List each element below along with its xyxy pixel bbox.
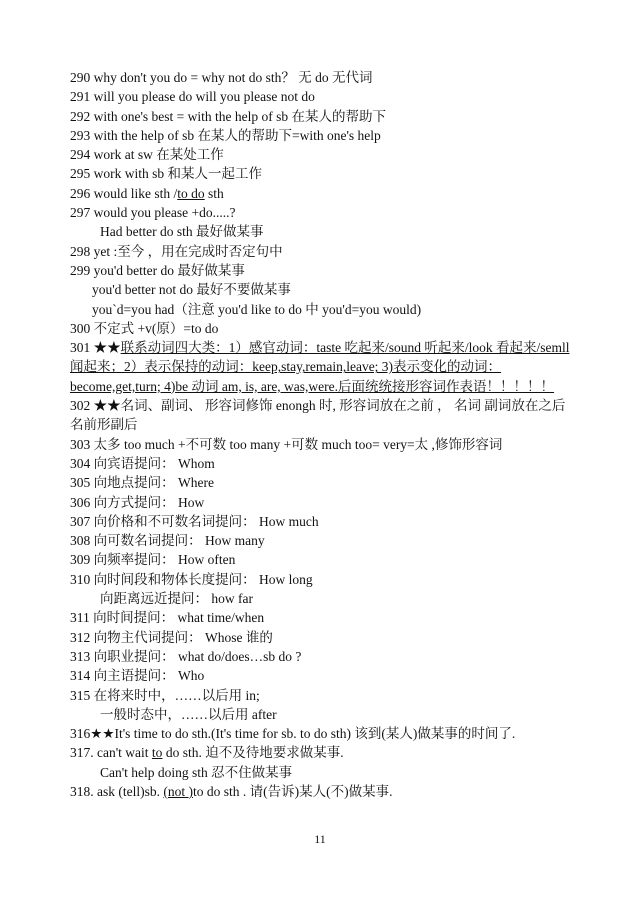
entry-304: 304 向宾语提问： Whom bbox=[70, 455, 215, 471]
entry-314: 314 向主语提问： Who bbox=[70, 668, 205, 684]
entry-301-number: 301 ★★ bbox=[70, 340, 121, 356]
entry-313: 313 向职业提问： what do/does…sb do ? bbox=[70, 648, 302, 664]
entry-318-part-1: 318. ask (tell)sb. bbox=[70, 783, 164, 799]
entry-310: 310 向时间段和物体长度提问： How long bbox=[70, 571, 313, 587]
entry-312: 312 向物主代词提问： Whose 谁的 bbox=[70, 629, 273, 645]
entry-299-sub-2: you`d=you had（注意 you'd like to do 中 you'd=you would) bbox=[92, 301, 422, 317]
entry-294: 294 work at sw 在某处工作 bbox=[70, 147, 224, 163]
entry-296 bbox=[70, 184, 580, 203]
entry-305: 305 向地点提问： Where bbox=[70, 475, 214, 491]
page-number: 11 bbox=[314, 832, 326, 846]
entry-290: 290 why don't you do = why not do sth？ 无 do 无代词 bbox=[70, 70, 373, 85]
entry-310-sub: 向距离远近提问： how far bbox=[100, 591, 253, 607]
entry-316: 316★★It's time to do sth.(It's time for sb. to do sth) 该到(某人)做某事的时间了. bbox=[70, 726, 516, 742]
entry-300: 300 不定式 +v(原）=to do bbox=[70, 320, 219, 336]
entry-296-part-1: 296 would like sth / bbox=[70, 185, 178, 201]
entry-301-underlined-text: 联系动词四大类：1）感官动词：taste 吃起来/sound 听起来/look 看起来/semll 闻起来；2）表示保持的动词：keep,stay,remain,leave; 3)表示变化的动词：become,get,turn; 4)be 动词 am, is, are, was,were.后面统统接形容词作表语！！！！！ bbox=[70, 340, 570, 394]
entry-297: 297 would you please +do.....? bbox=[70, 205, 236, 221]
entry-317-part-2: do sth. 迫不及待地要求做某事. bbox=[162, 745, 344, 761]
entry-315-sub: 一般时态中，……以后用 after bbox=[100, 706, 277, 722]
entry-292: 292 with one's best = with the help of sb 在某人的帮助下 bbox=[70, 108, 387, 124]
entry-317-underlined: to bbox=[151, 745, 163, 761]
entry-311: 311 向时间提问： what time/when bbox=[70, 610, 265, 626]
document-body bbox=[70, 68, 580, 801]
entry-317-sub: Can't help doing sth 忍不住做某事 bbox=[100, 764, 293, 780]
entry-295: 295 work with sb 和某人一起工作 bbox=[70, 166, 262, 182]
entry-318 bbox=[70, 782, 580, 801]
entry-309: 309 向频率提问： How often bbox=[70, 552, 236, 568]
entry-307: 307 向价格和不可数名词提问： How much bbox=[70, 513, 319, 529]
entry-293: 293 with the help of sb 在某人的帮助下=with one's help bbox=[70, 127, 381, 143]
entry-299-sub-1: you'd better not do 最好不要做某事 bbox=[92, 282, 291, 298]
entry-297-sub: Had better do sth 最好做某事 bbox=[100, 224, 264, 240]
entry-317 bbox=[70, 743, 580, 762]
entry-303: 303 太多 too much +不可数 too many +可数 much too= very=太 ,修饰形容词 bbox=[70, 436, 503, 452]
entry-318-underlined: (not ) bbox=[163, 783, 193, 799]
entry-318-part-2: to do sth . 请(告诉)某人(不)做某事. bbox=[193, 783, 393, 799]
entry-296-underlined: to do bbox=[177, 185, 205, 201]
entry-302: 302 ★★名词、副词、 形容词修饰 enongh 时, 形容词放在之前 ， 名词 副词放在之后 名前形副后 bbox=[70, 398, 566, 433]
entry-306: 306 向方式提问： How bbox=[70, 494, 205, 510]
entry-299: 299 you'd better do 最好做某事 bbox=[70, 262, 245, 278]
entry-317-part-1: 317. can't wait bbox=[70, 745, 152, 761]
entry-315: 315 在将来时中，……以后用 in; bbox=[70, 687, 260, 703]
entry-298: 298 yet :至今 ，用在完成时否定句中 bbox=[70, 243, 283, 259]
entry-296-part-2: sth bbox=[204, 185, 224, 201]
entry-308: 308 向可数名词提问： How many bbox=[70, 533, 265, 549]
entry-301 bbox=[70, 338, 580, 396]
entry-291: 291 will you please do will you please not do bbox=[70, 89, 315, 105]
